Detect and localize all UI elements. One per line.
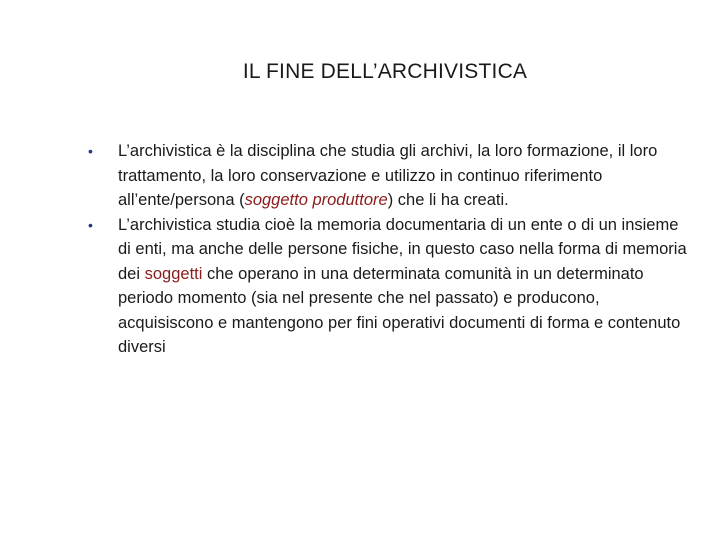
bullet-2-highlight: soggetti: [144, 264, 203, 283]
bullet-1-text-end: ) che li ha creati.: [387, 191, 509, 209]
bullet-2-text: L’archivistica studia cioè la memoria documentaria di un ente o di un insieme di enti, ma anche delle persone fisiche, in questo caso nella forma di memoria dei: [118, 215, 687, 283]
slide-title: IL FINE DELL’ARCHIVISTICA: [242, 60, 528, 83]
bullet-2-text-end: che operano in una determinata comunità in un determinato periodo momento (sia nel presente che nel passato) e producono, acquisiscono e mantengono per fini operativi documenti di forma e contenuto diversi: [118, 264, 681, 356]
bullet-dot-icon: •: [88, 143, 93, 159]
bullet-item-1: [88, 139, 692, 213]
bullet-list: [88, 139, 692, 360]
bullet-dot-icon: •: [88, 216, 93, 233]
bullet-item-2: [88, 213, 692, 360]
bullet-1-text: L’archivistica è la disciplina che studia gli archivi, la loro formazione, il loro trattamento, la loro conservazione e utilizzo in continuo riferimento all’ente/persona (: [118, 142, 658, 209]
bullet-1-highlight: soggetto produttore: [244, 191, 388, 209]
